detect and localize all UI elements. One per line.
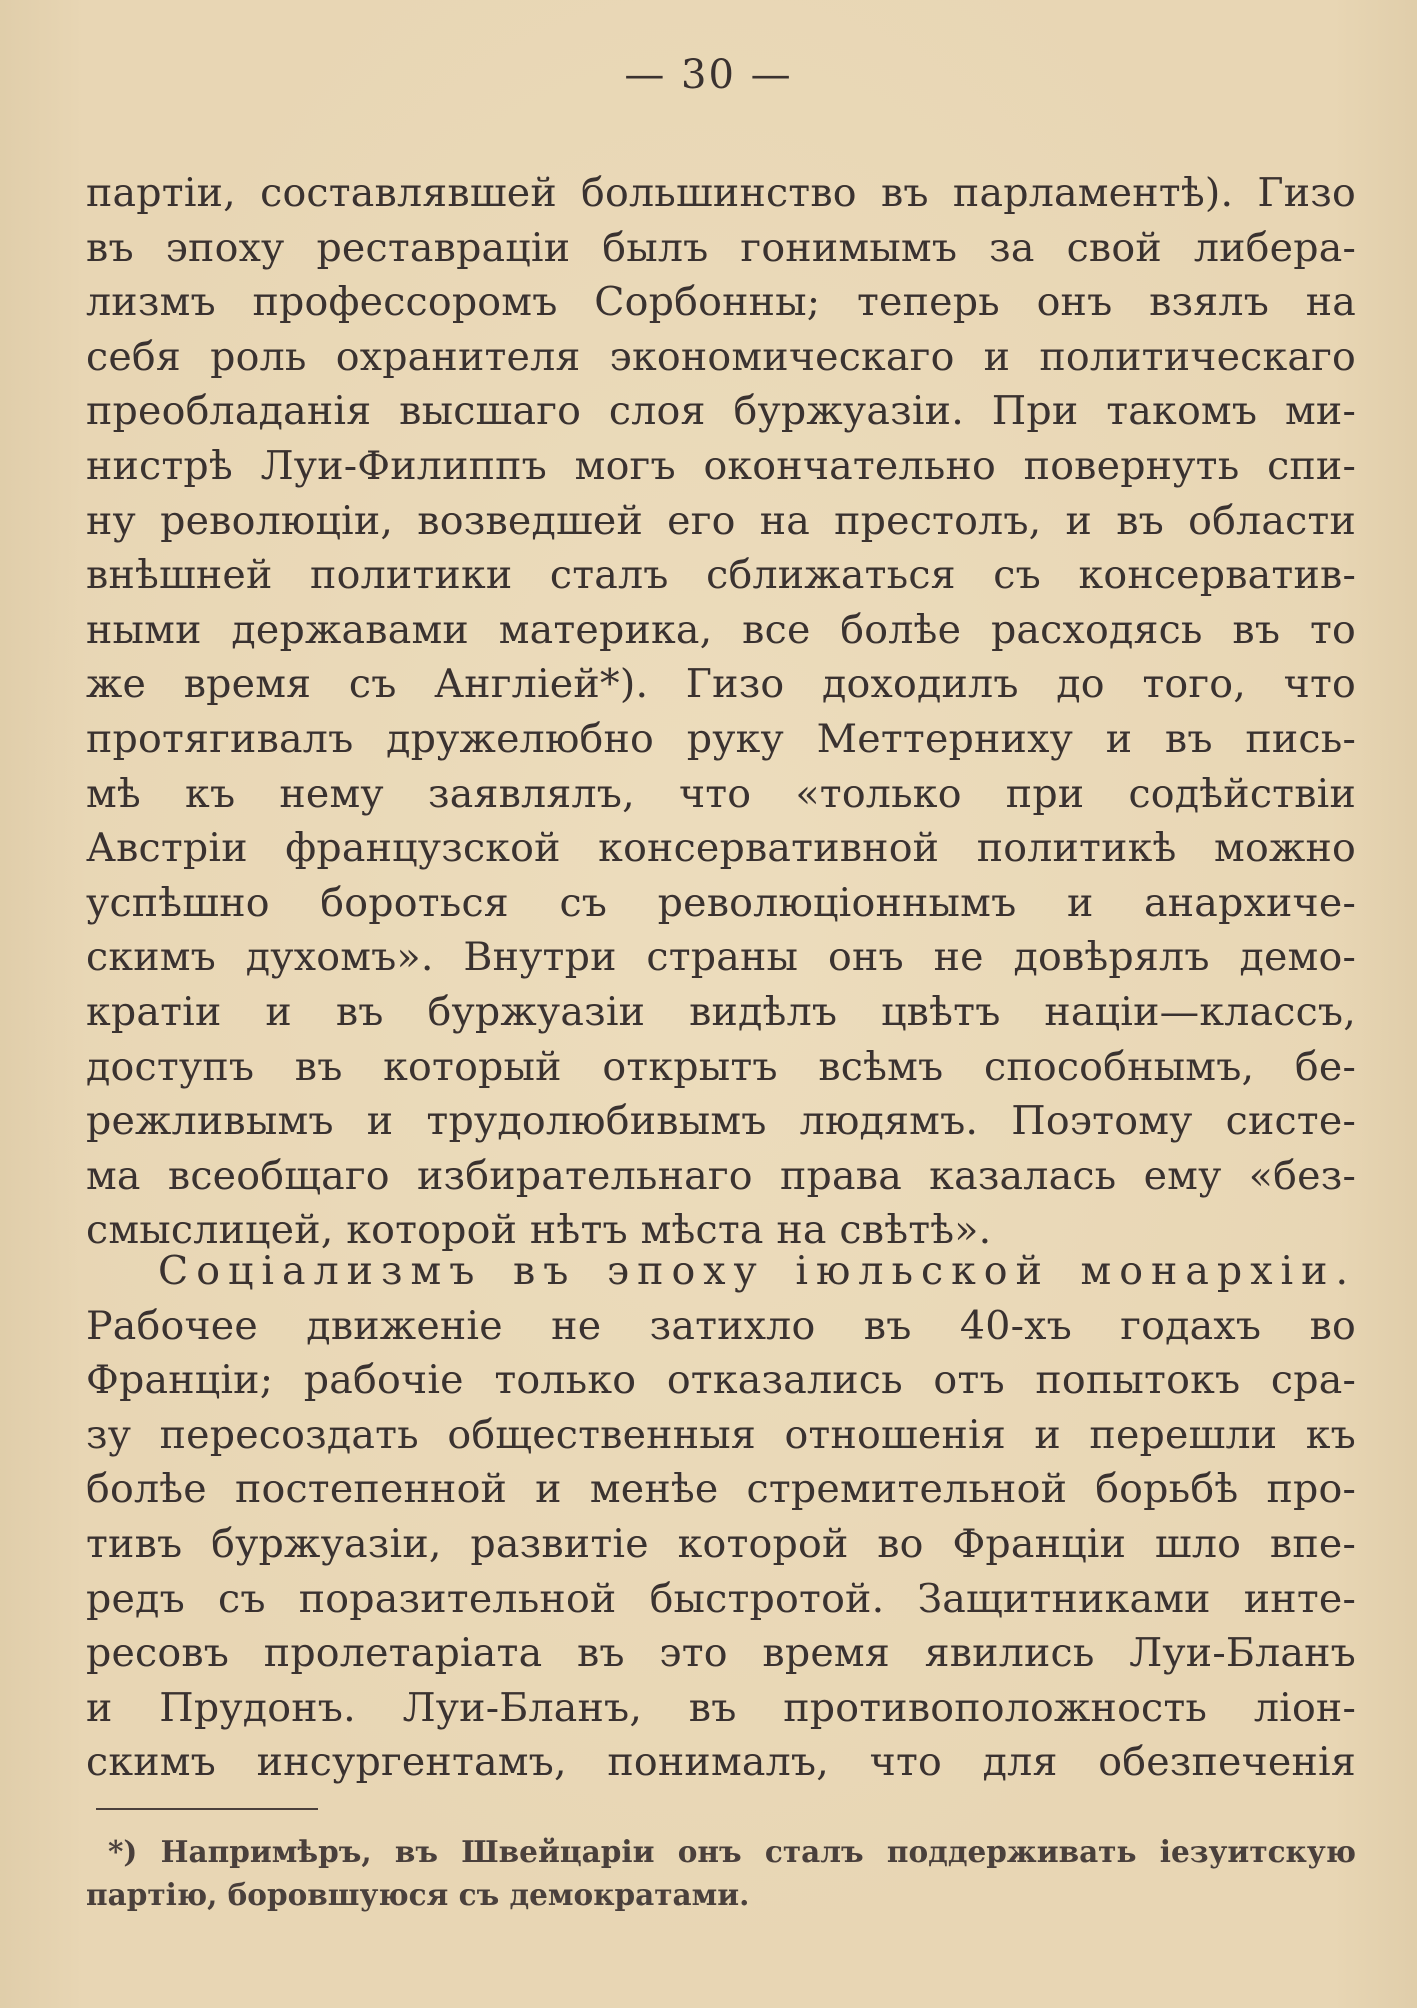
text-line: ма всеобщаго избирательнаго права казалась ему «без- — [86, 1152, 1356, 1199]
footnote — [86, 1830, 1356, 1916]
text-line: тивъ буржуазіи, развитіе которой во Франціи шло впе- — [86, 1520, 1356, 1567]
text-line: Франціи; рабочіе только отказались отъ попытокъ сра- — [86, 1357, 1356, 1404]
text-line: ными державами материка, все болѣе расходясь въ то — [86, 606, 1356, 653]
text-line: въ эпоху реставраціи былъ гонимымъ за свой либера- — [86, 224, 1356, 271]
paragraph-guizot — [86, 166, 1356, 1258]
text-line: Рабочее движеніе не затихло въ 40-хъ годахъ во — [86, 1302, 1356, 1349]
footnote-line: *) Напримѣръ, въ Швейцаріи онъ сталъ поддерживать іезуитскую — [108, 1834, 1356, 1869]
footnote-line: партію, боровшуюся съ демократами. — [86, 1877, 750, 1912]
text-line: скимъ духомъ». Внутри страны онъ не довѣрялъ демо- — [86, 934, 1356, 981]
text-line: нистрѣ Луи-Филиппъ могъ окончательно повернуть спи- — [86, 442, 1356, 489]
text-line: лизмъ профессоромъ Сорбонны; теперь онъ взялъ на — [86, 279, 1356, 326]
text-line: и Прудонъ. Луи-Бланъ, въ противоположность ліон- — [86, 1684, 1356, 1731]
text-line: протягивалъ дружелюбно руку Меттерниху и въ пись- — [86, 715, 1356, 762]
paragraph-socialism — [86, 1244, 1356, 1790]
text-line: доступъ въ который открытъ всѣмъ способнымъ, бе- — [86, 1043, 1356, 1090]
page-number: — 30 — — [624, 52, 793, 98]
text-line: режливымъ и трудолюбивымъ людямъ. Поэтому систе- — [86, 1098, 1356, 1145]
text-line: ресовъ пролетаріата въ это время явились Луи-Бланъ — [86, 1630, 1356, 1677]
text-line: же время съ Англіей*). Гизо доходилъ до того, что — [86, 661, 1356, 708]
text-line: смыслицей, которой нѣтъ мѣста на свѣтѣ». — [86, 1207, 992, 1254]
footnote-divider — [96, 1808, 318, 1810]
text-line: зу пересоздать общественныя отношенія и перешли къ — [86, 1411, 1356, 1458]
text-line: внѣшней политики сталъ сближаться съ консерватив- — [86, 552, 1356, 599]
text-line: Австріи французской консервативной политикѣ можно — [86, 825, 1356, 872]
text-line: мѣ къ нему заявлялъ, что «только при содѣйствіи — [86, 770, 1356, 817]
text-line: партіи, составлявшей большинство въ парламентѣ). Гизо — [86, 170, 1356, 216]
text-line: ну революціи, возведшей его на престолъ, и въ области — [86, 497, 1356, 544]
text-line: редъ съ поразительной быстротой. Защитниками инте- — [86, 1575, 1356, 1622]
section-heading: Соціализмъ въ эпоху іюльской монархіи. — [158, 1248, 1356, 1294]
text-line: успѣшно бороться съ революціоннымъ и анархиче- — [86, 879, 1356, 926]
text-line: преобладанія высшаго слоя буржуазіи. При такомъ ми- — [86, 388, 1356, 435]
text-line: кратіи и въ буржуазіи видѣлъ цвѣтъ націи—классъ, — [86, 988, 1356, 1035]
text-line: себя роль охранителя экономическаго и политическаго — [86, 333, 1356, 380]
text-line: болѣе постепенной и менѣе стремительной борьбѣ про- — [86, 1466, 1356, 1513]
text-line: скимъ инсургентамъ, понималъ, что для обезпеченія — [86, 1739, 1356, 1786]
